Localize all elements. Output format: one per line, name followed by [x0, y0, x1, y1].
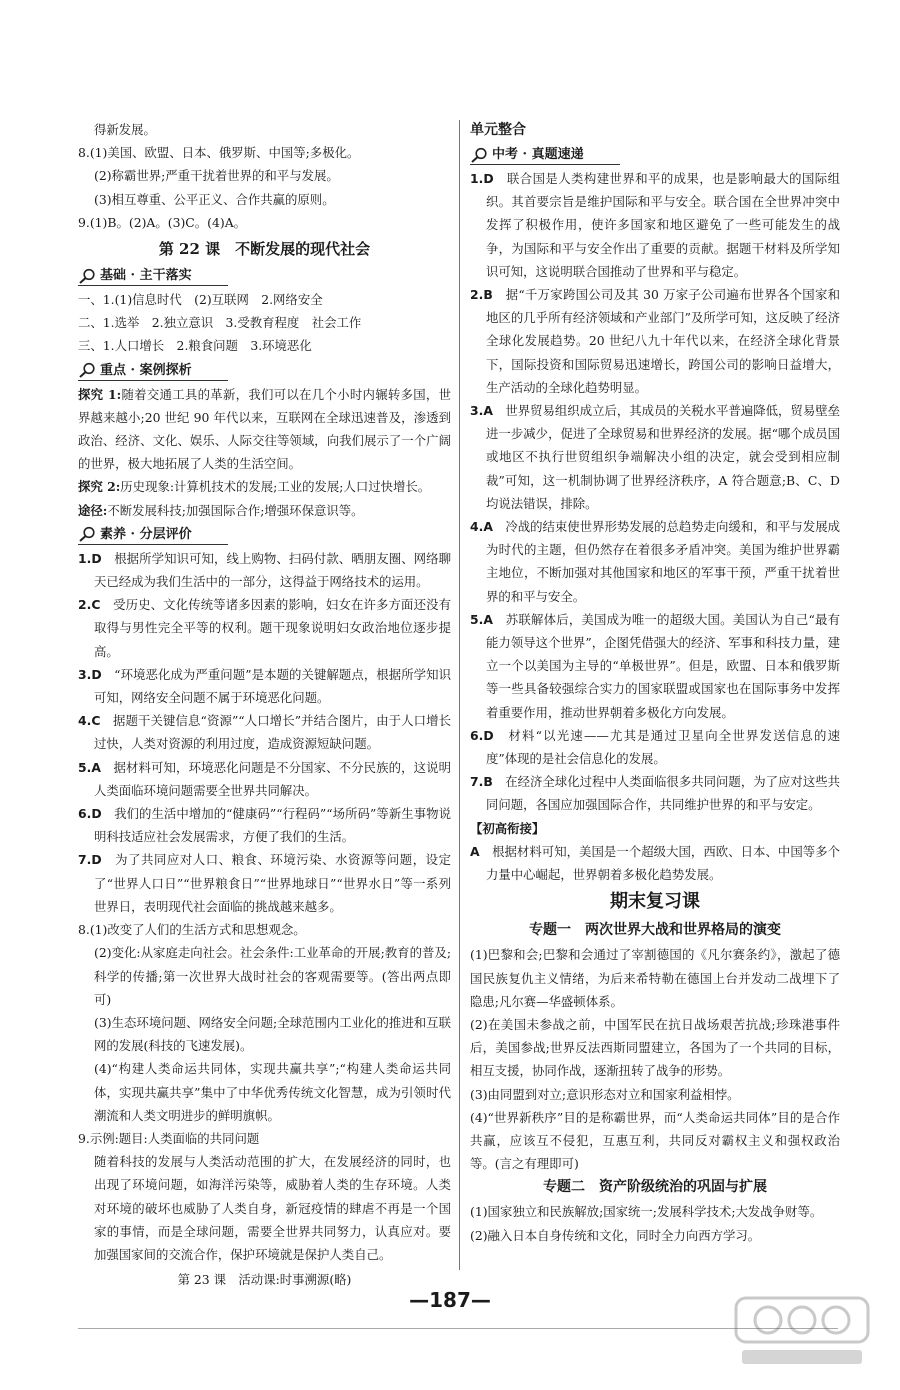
eval-answer-2: 2.C 受历史、文化传统等诸多因素的影响，妇女在许多方面还没有取得与男性完全平等的权利。题干现象说明妇女政治地位逐步提高。: [78, 597, 452, 659]
bottom-rule: [78, 1328, 838, 1329]
section-eval: [78, 523, 451, 546]
eval-answer-2-text: 受历史、文化传统等诸多因素的影响，妇女在许多方面还没有取得与男性完全平等的权利。题干现象说明妇女政治地位逐步提高。: [94, 597, 452, 659]
approach: [78, 499, 451, 522]
section-basic-label: 基础 · 主干落实: [100, 267, 192, 283]
exam-answer-7-text: 在经济全球化过程中人类面临很多共同问题，为了应对这些共同问题，各国应加强国际合作，共同维护世界的和平与安定。: [486, 774, 841, 813]
basic-line-2: 二、1.选举 2.独立意识 3.受教育程度 社会工作: [78, 315, 362, 331]
section-key-label: 重点 · 案例探析: [100, 362, 192, 378]
page-number: —187—: [409, 1288, 491, 1312]
bridge-answer: A 根据材料可知，美国是一个超级大国，西欧、日本、中国等多个力量中心崛起，世界朝着多极化趋势发展。: [470, 843, 841, 883]
topic-1-answer-4: (4)“世界新秩序”目的是称霸世界，而“人类命运共同体”目的是合作共赢，应该互不侵犯，互惠互利，共同反对霸权主义和强权政治等。(言之有理即可): [470, 1109, 840, 1172]
eval-answer-5: 5.A 据材料可知，环境恶化问题是不分国家、不分民族的，这说明人类面临环境问题需要全世界共同解决。: [78, 759, 452, 798]
inquiry-1: [78, 383, 451, 476]
exam-answer-2-text: 据“千万家跨国公司及其 30 万家子公司遍布世界各个国家和地区的几乎所有经济领域和产业部门”及所学可知，这反映了经济全球化发展趋势。20 世纪八九十年代以来，在经济全球化背景下，国际投资和国际贸易迅速增长，跨国公司的影响日益增大，生产活动的全球化趋势明显。: [486, 287, 841, 395]
topic-2-answer-1: (1)国家独立和民族解放;国家统一;发展科学技术;大发战争财等。: [470, 1204, 823, 1220]
exam-answer-1: 1.D 联合国是人类构建世界和平的成果，也是影响最大的国际组织。其首要宗旨是维护国际和平与安全。联合国在全世界冲突中发挥了积极作用，使许多国家和地区避免了一些可能发生的战争，为国际和平与安全作出了重要的贡献。据题干材料及所学知识可知，这说明联合国推动了世界和平与稳定。: [470, 171, 841, 279]
exam-answer-7: 7.B 在经济全球化过程中人类面临很多共同问题，为了应对这些共同问题，各国应加强国际合作，共同维护世界的和平与安定。: [470, 774, 841, 813]
basic-line-1: 一、1.(1)信息时代 (2)互联网 2.网络安全: [78, 292, 323, 308]
bridge-answer-text: 根据材料可知，美国是一个超级大国，西欧、日本、中国等多个力量中心崛起，世界朝着多极化趋势发展。: [486, 843, 841, 883]
eval-answer-1: 1.D 根据所学知识可知，线上购物、扫码付款、晒朋友圈、网络聊天已经成为我们生活中的一部分，这得益于网络技术的运用。: [78, 550, 452, 590]
left-column: [78, 118, 451, 1291]
magnifier-icon: [470, 147, 488, 163]
watermark-logo: [732, 1292, 872, 1372]
section-exam-label: 中考 · 真题速递: [492, 146, 584, 162]
exam-answer-6: 6.D 材料“以光速——尤其是通过卫星向全世界发送信息的速度”体现的是社会信息化的发展。: [470, 727, 840, 767]
answer-9: 9.(1)B。(2)A。(3)C。(4)A。: [78, 214, 247, 230]
inquiry-1-label: 探究 1:: [78, 386, 122, 402]
magnifier-icon: [78, 268, 96, 284]
lesson-23-title: 第 23 课 活动课:时事溯源(略): [177, 1272, 352, 1288]
inquiry-2: [78, 475, 451, 498]
eval-answer-8-3: (3)生态环境问题、网络安全问题;全球范围内工业化的推进和互联网的发展(科技的飞速发展)。: [94, 1014, 451, 1054]
eval-answer-4-text: 据题干关键信息“资源”“人口增长”并结合图片，由于人口增长过快，人类对资源的利用过度，造成资源短缺问题。: [94, 713, 452, 752]
right-column: [470, 118, 840, 1247]
section-eval-label: 素养 · 分层评价: [100, 526, 192, 542]
lesson-22-title: 第 22 课 不断发展的现代社会: [158, 240, 371, 259]
exam-answer-5-text: 苏联解体后，美国成为唯一的超级大国。美国认为自己“最有能力领导这个世界”，企图凭借强大的经济、军事和科技力量，建立一个以美国为主导的“单极世界”。但是，欧盟、日本和俄罗斯等一些具备较强综合实力的国家联盟或国家也在国际事务中发挥着重要作用，推动世界朝着多极化方向发展。: [486, 611, 841, 720]
section-exam: [470, 143, 840, 166]
topic-1-answer-2: (2)在美国未参战之前，中国军民在抗日战场艰苦抗战;珍珠港事件后，美国参战;世界反法西斯同盟建立，各国为了一个共同的目标，相互支援，协同作战，逐渐扭转了战争的形势。: [470, 1016, 840, 1079]
answer-8-3: (3)相互尊重、公平正义、合作共赢的原则。: [94, 191, 335, 207]
eval-answer-7: 7.D 为了共同应对人口、粮食、环境污染、水资源等问题，设定了“世界人口日”“世界粮食日”“世界地球日”“世界水日”等一系列世界日，表明现代社会面临的挑战越来越多。: [78, 852, 452, 914]
continuation-text: 得新发展。: [94, 122, 156, 137]
eval-answer-5-text: 据材料可知，环境恶化问题是不分国家、不分民族的，这说明人类面临环境问题需要全世界共同解决。: [94, 759, 452, 798]
topic-1-answer-3: (3)由同盟到对立;意识形态对立和国家利益相悖。: [470, 1086, 740, 1102]
section-key: [78, 359, 451, 382]
answer-8-1: 8.(1)美国、欧盟、日本、俄罗斯、中国等;多极化。: [78, 145, 360, 161]
magnifier-icon: [78, 362, 96, 378]
eval-answer-9-essay: 随着科技的发展与人类活动范围的扩大，在发展经济的同时，也出现了环境问题，如海洋污染等，威胁着人类的生存环境。人类对环境的破坏也威胁了人类自身，新冠疫情的肆虐不再是一个国家的事情，而是全球问题，需要全世界共同努力，认真应对。要加强国家间的交流合作，保护环境就是保护人类自己。: [94, 1154, 451, 1262]
inquiry-2-label: 探究 2:: [78, 479, 121, 495]
exam-answer-2: 2.B 据“千万家跨国公司及其 30 万家子公司遍布世界各个国家和地区的几乎所有经济领域和产业部门”及所学可知，这反映了经济全球化发展趋势。20 世纪八九十年代以来，在经济全球化背景下，国际投资和国际贸易迅速增长，跨国公司的影响日益增大，生产活动的全球化趋势明显。: [470, 287, 841, 395]
eval-answer-7-text: 为了共同应对人口、粮食、环境污染、水资源等问题，设定了“世界人口日”“世界粮食日”“世界地球日”“世界水日”等一系列世界日，表明现代社会面临的挑战越来越多。: [94, 852, 452, 914]
inquiry-1-text: 随着交通工具的革新，我们可以在几个小时内辗转多国，世界越来越小;20 世纪 90 年代以来，互联网在全球迅速普及，渗透到政治、经济、文化、娱乐、人际交往等领域，向我们展示了一个广阔的世界，极大地拓展了人类的生活空间。: [78, 386, 452, 472]
exam-answer-6-text: 材料“以光速——尤其是通过卫星向全世界发送信息的速度”体现的是社会信息化的发展。: [486, 727, 840, 767]
eval-answer-8-2: (2)变化:从家庭走向社会。社会条件:工业革命的开展;教育的普及;科学的传播;第一次世界大战时社会的客观需要等。(答出两点即可): [94, 945, 451, 1007]
eval-answer-4: 4.C 据题干关键信息“资源”“人口增长”并结合图片，由于人口增长过快，人类对资源的利用过度，造成资源短缺问题。: [78, 713, 452, 752]
bridge-heading: 【初高衔接】: [470, 820, 545, 836]
topic-2-title: 专题二 资产阶级统治的巩固与扩展: [543, 1179, 767, 1196]
unit-summary-title: 单元整合: [470, 122, 526, 138]
exam-answer-3-text: 世界贸易组织成立后，其成员的关税水平普遍降低，贸易壁垒进一步减少，促进了全球贸易和世界经济的发展。据“哪个成员国或地区不执行世贸组织争端解决小组的决定，就会受到相应制裁”可知，这一机制协调了世界经济秩序，A 符合题意;B、C、D 均说法错误，排除。: [486, 403, 841, 511]
topic-2-answer-2: (2)融入日本自身传统和文化，同时全力向西方学习。: [470, 1227, 761, 1243]
topic-1-title: 专题一 两次世界大战和世界格局的演变: [529, 922, 781, 939]
approach-label: 途径:: [78, 502, 108, 518]
eval-answer-3: 3.D “环境恶化成为严重问题”是本题的关键解题点，根据所学知识可知，网络安全问题不属于环境恶化问题。: [78, 666, 452, 706]
eval-answer-3-text: “环境恶化成为严重问题”是本题的关键解题点，根据所学知识可知，网络安全问题不属于环境恶化问题。: [94, 666, 452, 706]
eval-answer-8-4: (4)“构建人类命运共同体，实现共赢共享”;“构建人类命运共同体，实现共赢共享”集中了中华优秀传统文化智慧，成为引领时代潮流和人类文明进步的鲜明旗帜。: [94, 1061, 451, 1123]
inquiry-2-text: 历史现象:计算机技术的发展;工业的发展;人口过快增长。: [120, 479, 431, 495]
column-divider: [459, 120, 460, 1270]
answer-8-2: (2)称霸世界;严重干扰着世界的和平与发展。: [94, 168, 339, 184]
exam-answer-4-text: 冷战的结束使世界形势发展的总趋势走向缓和，和平与发展成为时代的主题，但仍然存在着很多矛盾冲突。美国为维护世界霸主地位，不断加强对其他国家和地区的军事干预，严重干扰着世界的和平与安全。: [486, 519, 841, 604]
eval-answer-6-text: 我们的生活中增加的“健康码”“行程码”“场所码”等新生事物说明科技适应社会发展需求，方便了我们的生活。: [94, 806, 452, 845]
exam-answer-5: 5.A 苏联解体后，美国成为唯一的超级大国。美国认为自己“最有能力领导这个世界”，企图凭借强大的经济、军事和科技力量，建立一个以美国为主导的“单极世界”。但是，欧盟、日本和俄罗斯等一些具备较强综合实力的国家联盟或国家也在国际事务中发挥着重要作用，推动世界朝着多极化方向发展。: [470, 611, 841, 720]
exam-answer-3: 3.A 世界贸易组织成立后，其成员的关税水平普遍降低，贸易壁垒进一步减少，促进了全球贸易和世界经济的发展。据“哪个成员国或地区不执行世贸组织争端解决小组的决定，就会受到相应制裁”可知，这一机制协调了世界经济秩序，A 符合题意;B、C、D 均说法错误，排除。: [470, 403, 841, 511]
eval-answer-1-text: 根据所学知识可知，线上购物、扫码付款、晒朋友圈、网络聊天已经成为我们生活中的一部分，这得益于网络技术的运用。: [94, 550, 452, 590]
basic-line-3: 三、1.人口增长 2.粮食问题 3.环境恶化: [78, 338, 312, 354]
magnifier-icon: [78, 526, 96, 542]
exam-answer-4: 4.A 冷战的结束使世界形势发展的总趋势走向缓和，和平与发展成为时代的主题，但仍然存在着很多矛盾冲突。美国为维护世界霸主地位，不断加强对其他国家和地区的军事干预，严重干扰着世界的和平与安全。: [470, 519, 841, 604]
approach-text: 不断发展科技;加强国际合作;增强环保意识等。: [107, 502, 364, 518]
eval-answer-9-title: 9.示例:题目:人类面临的共同问题: [78, 1130, 260, 1146]
eval-answer-6: 6.D 我们的生活中增加的“健康码”“行程码”“场所码”等新生事物说明科技适应社会发展需求，方便了我们的生活。: [78, 806, 452, 845]
section-basic: [78, 264, 451, 287]
eval-answer-8-1: 8.(1)改变了人们的生活方式和思想观念。: [78, 922, 306, 938]
exam-answer-1-text: 联合国是人类构建世界和平的成果，也是影响最大的国际组织。其首要宗旨是维护国际和平与安全。联合国在全世界冲突中发挥了积极作用，使许多国家和地区避免了一些可能发生的战争，为国际和平与安全作出了重要的贡献。据题干材料及所学知识可知，这说明联合国推动了世界和平与稳定。: [486, 171, 841, 279]
topic-1-answer-1: (1)巴黎和会;巴黎和会通过了宰割德国的《凡尔赛条约》，激起了德国民族复仇主义情绪，为后来希特勒在德国上台并发动二战埋下了隐患;凡尔赛—华盛顿体系。: [470, 947, 840, 1009]
final-review-title: 期末复习课: [610, 891, 700, 913]
